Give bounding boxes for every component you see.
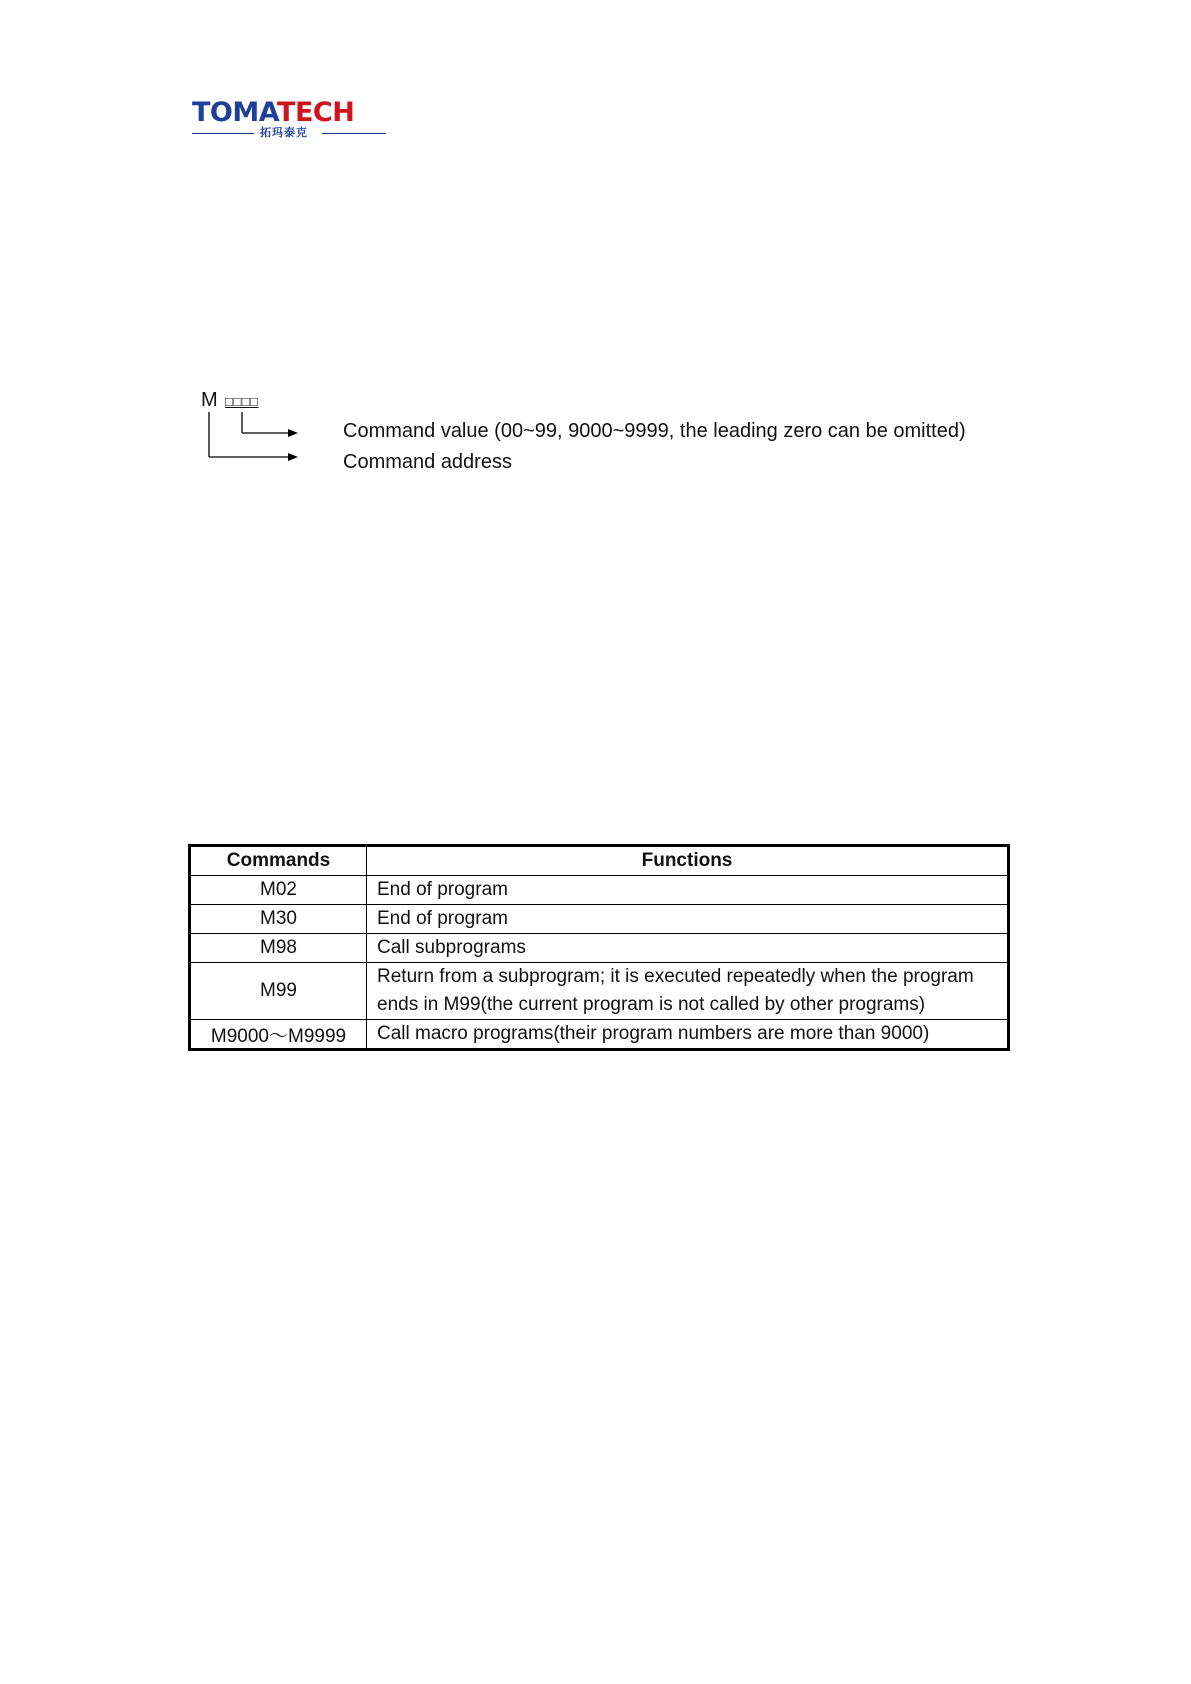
logo-brand-left: TOMA [192,97,278,128]
function-cell: End of program [367,905,1009,934]
function-cell: End of program [367,876,1009,905]
format-letter: M [201,389,218,411]
logo-rule-right [322,133,386,134]
m-code-table [188,844,1010,1051]
command-cell: M99 [190,963,367,1020]
command-address-label: Command address [343,451,512,473]
command-cell: M9000～M9999 [190,1020,367,1050]
function-cell: Call macro programs(their program numbers are more than 9000) [367,1020,1009,1050]
logo-subtitle [192,125,386,141]
table-row [190,934,1009,963]
table-header-row [190,846,1009,876]
format-placeholder-boxes: □□□□ [225,394,259,409]
logo-rule-left [192,133,254,134]
value-arrowhead-icon [288,429,298,437]
table-row [190,905,1009,934]
function-line: Return from a subprogram; it is executed repeatedly when the program [377,966,974,987]
table-row [190,1020,1009,1050]
table-row [190,963,1009,1020]
logo-wordmark [192,98,354,128]
command-cell: M30 [190,905,367,934]
function-cell [367,963,1009,1020]
logo-brand-right: TECH [277,97,355,128]
header-functions: Functions [367,846,1009,876]
command-cell: M98 [190,934,367,963]
function-line: ends in M99(the current program is not called by other programs) [377,994,926,1015]
format-bracket-diagram [200,412,310,464]
tomatech-logo [192,98,392,142]
command-value-label: Command value (00~99, 9000~9999, the leading zero can be omitted) [343,420,966,442]
table-row [190,876,1009,905]
header-commands: Commands [190,846,367,876]
logo-chinese-text: 拓玛泰克 [260,126,308,139]
command-cell: M02 [190,876,367,905]
address-arrowhead-icon [288,453,298,461]
function-cell: Call subprograms [367,934,1009,963]
